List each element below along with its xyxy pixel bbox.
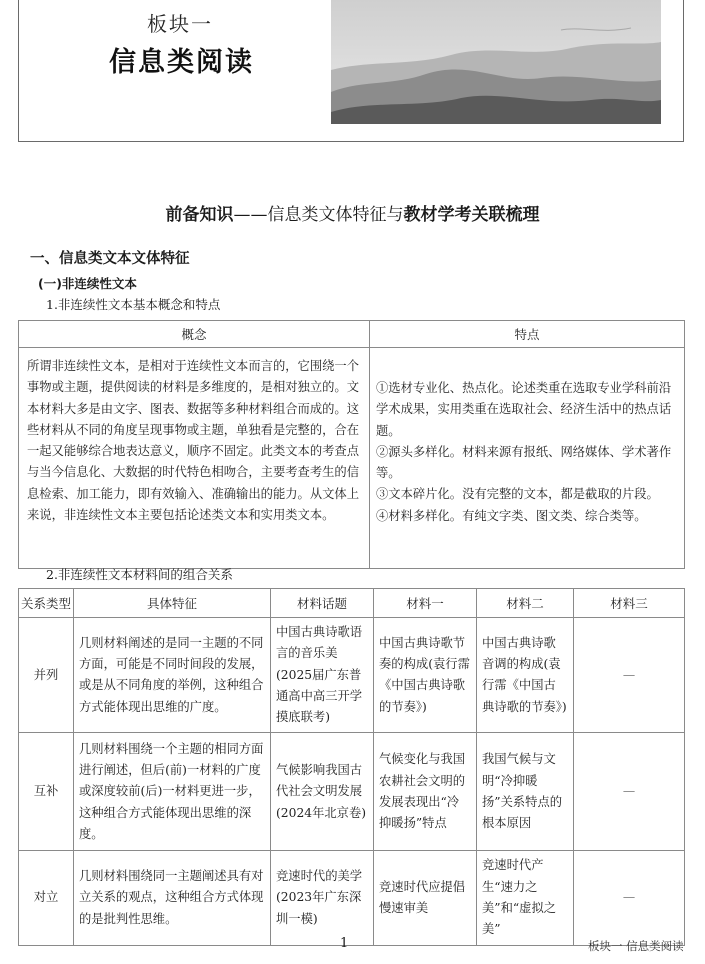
subsection-heading: (一)非连续性文本 — [38, 276, 137, 291]
table-row — [19, 851, 685, 945]
relation-type: 并列 — [19, 618, 74, 733]
table-row — [19, 733, 685, 851]
section-heading: 一、信息类文本文体特征 — [30, 251, 190, 267]
chapter-banner — [18, 0, 684, 142]
table2-header: 具体特征 — [74, 589, 271, 618]
table2-header: 材料话题 — [271, 589, 374, 618]
relation-table — [18, 588, 685, 946]
table1-header-concept: 概念 — [19, 321, 370, 348]
concept-cell: 所谓非连续性文本，是相对于连续性文本而言的，它围绕一个事物或主题，提供阅读的材料是多维度的，是相对独立的。文本材料大多是由文字、图表、数据等多种材料组合而成的。这些材料从不同的角度呈现事物或主题，单独看是完整的，合在一起又能够综合地表达意义，顺序不固定。此类文本的考查点与当今信息化、大数据的时代特色相吻合，主要考查考生的信息检索、加工能力，即有效输入、准确输出的能力。从文体上来说，非连续性文本主要包括论述类文本和实用类文本。 — [19, 348, 370, 569]
table2-header: 材料二 — [477, 589, 574, 618]
page-title-part2: 教材学考关联梳理 — [403, 205, 540, 225]
page-number: 1 — [340, 936, 349, 951]
feature-item: ①选材专业化、热点化。论述类重在选取专业学科前沿学术成果，实用类重在选取社会、经济生活中的热点话题。 — [376, 381, 672, 438]
running-footer: 板块一 信息类阅读 — [588, 939, 684, 953]
material-2: 竞速时代产生“速力之美”和“虚拟之美” — [477, 851, 574, 945]
chapter-title: 信息类阅读 — [109, 47, 254, 78]
section-label: 板块一 — [147, 12, 213, 36]
relation-feature: 几则材料围绕一个主题的相同方面进行阐述，但后(前)一材料的广度或深度较前(后)一材料更进一步，这种组合方式能体现出思维的深度。 — [74, 733, 271, 851]
table2-header: 材料三 — [574, 589, 685, 618]
table1-header-features: 特点 — [370, 321, 685, 348]
material-topic: 气候影响我国古代社会文明发展(2024年北京卷) — [271, 733, 374, 851]
item-heading-2: 2.非连续性文本材料间的组合关系 — [46, 567, 233, 582]
material-3: — — [574, 618, 685, 733]
relation-feature: 几则材料阐述的是同一主题的不同方面，可能是不同时间段的发展，或是从不同角度的举例，这种组合方式能体现出思维的广度。 — [74, 618, 271, 733]
material-2: 我国气候与文明“冷抑暖扬”关系特点的根本原因 — [477, 733, 574, 851]
material-3: — — [574, 851, 685, 945]
material-topic: 中国古典诗歌语言的音乐美(2025届广东普通高中高三开学摸底联考) — [271, 618, 374, 733]
feature-item: ③文本碎片化。没有完整的文本，都是截取的片段。 — [376, 487, 659, 502]
table2-header: 关系类型 — [19, 589, 74, 618]
item-heading-1: 1.非连续性文本基本概念和特点 — [46, 297, 221, 312]
feature-item: ④材料多样化。有纯文字类、图文类、综合类等。 — [376, 508, 647, 523]
features-cell — [370, 348, 685, 569]
table-row — [19, 618, 685, 733]
material-1: 竞速时代应提倡慢速审美 — [374, 851, 477, 945]
concept-feature-table — [18, 320, 685, 569]
relation-type: 对立 — [19, 851, 74, 945]
page-title-part1: 前备知识 — [165, 205, 234, 225]
page-title — [0, 200, 705, 225]
relation-feature: 几则材料围绕同一主题阐述具有对立关系的观点，这种组合方式体现的是批判性思维。 — [74, 851, 271, 945]
material-2: 中国古典诗歌音调的构成(袁行霈《中国古典诗歌的节奏》) — [477, 618, 574, 733]
relation-type: 互补 — [19, 733, 74, 851]
feature-item: ②源头多样化。材料来源有报纸、网络媒体、学术著作等。 — [376, 444, 672, 481]
table2-header: 材料一 — [374, 589, 477, 618]
page-title-dash: ——信息类文体特征与 — [233, 205, 404, 225]
material-topic: 竞速时代的美学(2023年广东深圳一模) — [271, 851, 374, 945]
material-1: 气候变化与我国农耕社会文明的发展表现出“冷抑暖扬”特点 — [374, 733, 477, 851]
landscape-illustration — [331, 0, 661, 124]
material-1: 中国古典诗歌节奏的构成(袁行霈《中国古典诗歌的节奏》) — [374, 618, 477, 733]
material-3: — — [574, 733, 685, 851]
